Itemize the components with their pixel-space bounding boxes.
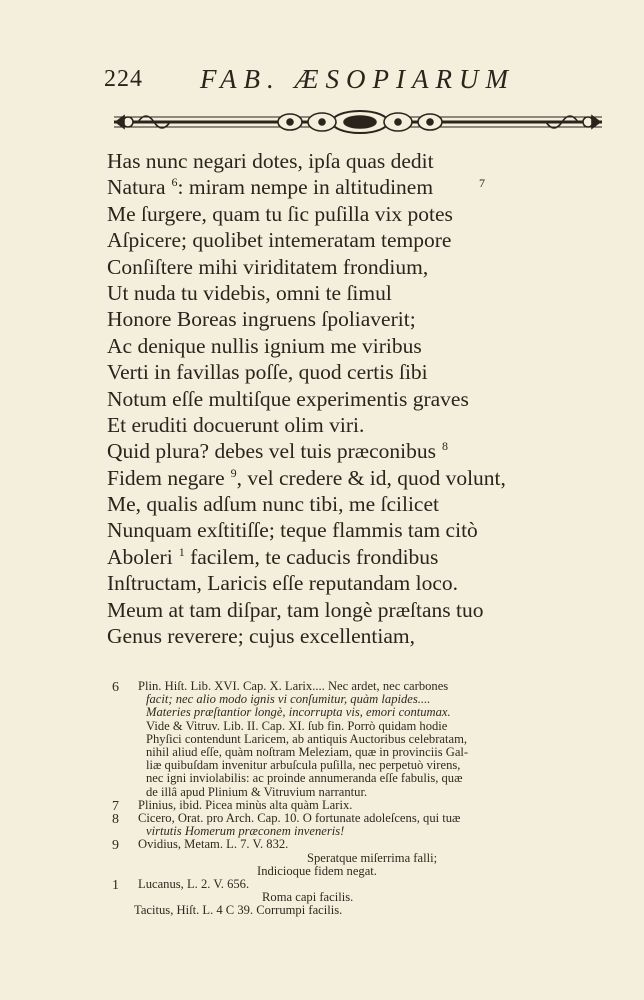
footnote-number: 8 [112, 812, 119, 828]
footnote-line: Materies præſtantior longè, incorrupta vis, emori contumax. [146, 705, 451, 720]
verse-line: Honore Boreas ingruens ſpoliaverit; [107, 307, 416, 332]
verse-text [107, 148, 587, 649]
verse-line: Quid plura? debes vel tuis præconibus $^8$ [107, 439, 449, 464]
footnote-line: Plinius, ibid. Picea minùs alta quàm Larix. [138, 797, 353, 812]
footnote-ref: 1 [178, 544, 185, 559]
footnote-6 [112, 680, 612, 799]
verse-line: Has nunc negari dotes, ipſa quas dedit [107, 149, 434, 173]
verse-line: Ut nuda tu videbis, omni te ſimul [107, 280, 392, 305]
footnote-line: nihil aliud eſſe, quàm noſtram Meleziam, quæ in provinciis Gal- [146, 745, 469, 760]
verse-line: Inſtructam, Laricis eſſe reputandam loco. [107, 571, 459, 596]
running-head: FAB. ÆSOPIARUM [200, 64, 515, 94]
verse-line: Natura $^6$: miram nempe in altitudinem 7 [107, 174, 587, 200]
verse-line: Ac denique nullis ignium me viribus [107, 333, 422, 358]
footnote-line: Plin. Hiſt. Lib. XVI. Cap. X. Larix.... Nec ardet, nec carbones [138, 679, 449, 693]
footnote-ref: 8 [442, 439, 449, 454]
decorative-headpiece-ornament [112, 106, 604, 138]
footnote-line: Phyſici contendunt Laricem, ab antiquis Auctoribus celebratam, [146, 731, 468, 746]
footnote-number: 7 [112, 798, 119, 814]
footnote-line: Ovidius, Metam. L. 7. V. 832. [138, 837, 289, 852]
footnote-number: 1 [112, 878, 119, 894]
verse-line: Me ſurgere, quam tu ſic puſilla vix potes [107, 201, 453, 226]
page-header [104, 64, 524, 98]
footnote-number: 6 [112, 680, 119, 695]
verse-line: Et eruditi docuerunt olim viri. [107, 412, 365, 437]
footnote-line: virtutis Homerum præconem inveneris! [146, 824, 345, 839]
footnote-line: Lucanus, L. 2. V. 656. [138, 877, 250, 892]
footnote-quote-line: Indicioque fidem negat. [257, 863, 377, 878]
verse-line: Fidem negare $^9$, vel credere & id, quod volunt, [107, 465, 506, 490]
verse-line: Notum eſſe multiſque experimentis graves [107, 386, 469, 411]
verse-line: Meum at tam diſpar, tam longè præſtans tuo [107, 597, 484, 622]
footnote-quote-line: Roma capi facilis. [262, 890, 354, 905]
verse-line: Me, qualis adſum nunc tibi, me ſcilicet [107, 492, 439, 517]
verse-line: Aboleri $^1$ facilem, te caducis frondibus [107, 544, 439, 569]
footnote-line: liæ quibuſdam invenitur arbuſcula puſilla, nec perpetuò virens, [146, 758, 461, 773]
footnote-ref: 9 [230, 465, 237, 480]
footnote-line: Cicero, Orat. pro Arch. Cap. 10. O fortunate adoleſcens, qui tuæ [138, 811, 461, 826]
footnote-ref: 7 [479, 176, 485, 191]
verse-line: Verti in favillas poſſe, quod certis ſibi [107, 360, 428, 385]
verse-line: Aſpicere; quolibet intemeratam tempore [107, 228, 452, 253]
footnote-line: de illâ apud Plinium & Vitruvium narrantur. [146, 784, 368, 799]
footnote-8 [112, 812, 612, 838]
footnote-tacitus [112, 904, 612, 917]
verse-line: Conſiſtere mihi viriditatem frondium, [107, 254, 429, 279]
verse-line: Nunquam exſtitiſſe; teque flammis tam citò [107, 518, 478, 543]
footnote-line: nec igni inviolabilis: ac proinde annumeranda eſſe fabulis, quæ [146, 771, 463, 786]
footnote-line: Tacitus, Hiſt. L. 4 C 39. Corrumpi facilis. [134, 903, 343, 918]
page-number: 224 [104, 66, 143, 92]
footnote-ref: 6 [171, 175, 178, 190]
footnotes [112, 680, 612, 918]
footnote-number: 9 [112, 838, 119, 854]
footnote-1 [112, 878, 612, 904]
footnote-line: Vide & Vitruv. Lib. II. Cap. XI. ſub fin. Porrò quidam hodie [146, 718, 448, 733]
footnote-9 [112, 838, 612, 878]
footnote-quote-line: Speratque miſerrima falli; [307, 850, 438, 865]
verse-line: Genus reverere; cujus excellentiam, [107, 624, 416, 649]
footnote-line: facit; nec alio modo ignis vi conſumitur, quàm lapides.... [146, 692, 431, 707]
